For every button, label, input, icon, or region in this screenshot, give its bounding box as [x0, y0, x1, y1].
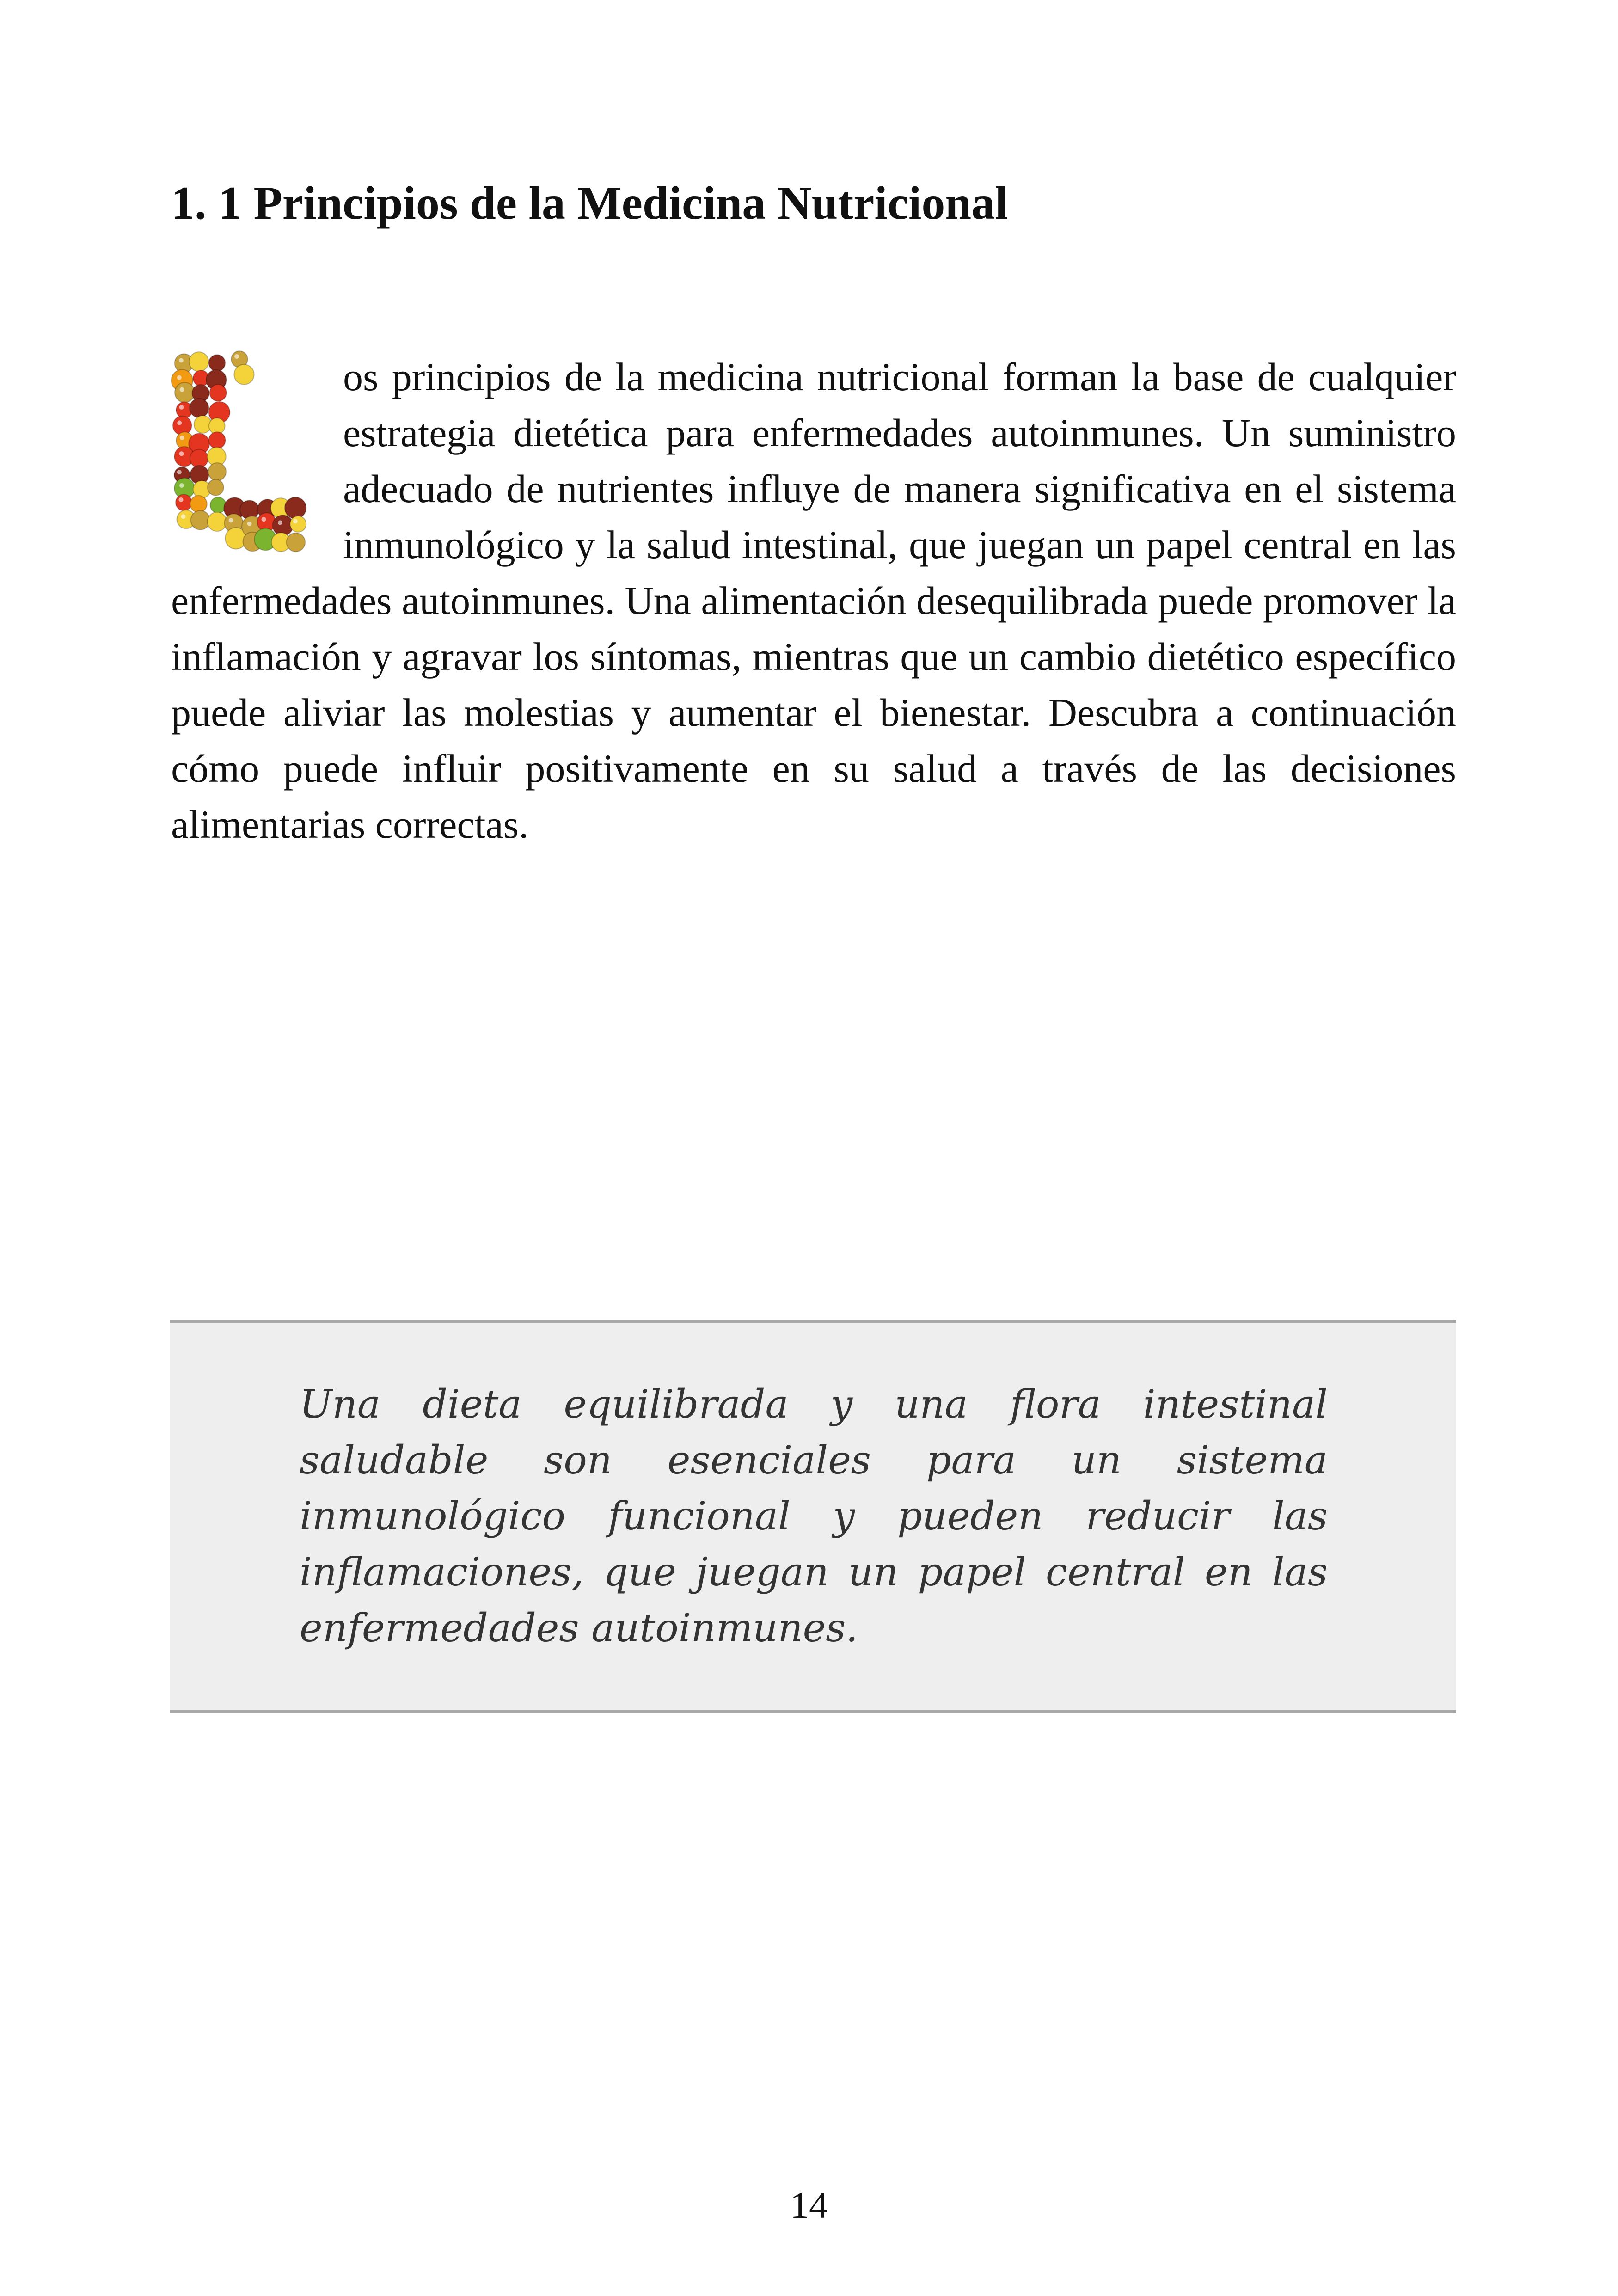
dropcap-spacer — [171, 349, 343, 573]
callout-quote: Una dieta equilibrada y una flora intestinal saludable son esenciales para un sistema inmunológico funcional y pueden reducir las inflamaciones, que juegan un papel central en las enfermedades autoinmunes. — [300, 1381, 1328, 1651]
callout-box — [170, 1320, 1456, 1713]
intro-paragraph — [171, 349, 1456, 853]
intro-paragraph-text: os principios de la medicina nutricional forman la base de cualquier estrategia dietética para enfermedades autoinmunes. Un suministro adecuado de nutrientes influye de manera significativa en el sistema inmunológico y la salud intestinal, que juegan un papel central en las enfermedades autoinmunes. Una alimentación desequilibrada puede promover la inflamación y agravar los síntomas, mientras que un cambio dietético específico puede aliviar las molestias y aumentar el bienestar. Descubra a continuación cómo puede influir positivamente en su salud a través de las decisiones alimentarias correctas. — [171, 355, 1456, 847]
page-number: 14 — [790, 2184, 828, 2226]
section-heading: 1. 1 Principios de la Medicina Nutricional — [171, 177, 1008, 229]
